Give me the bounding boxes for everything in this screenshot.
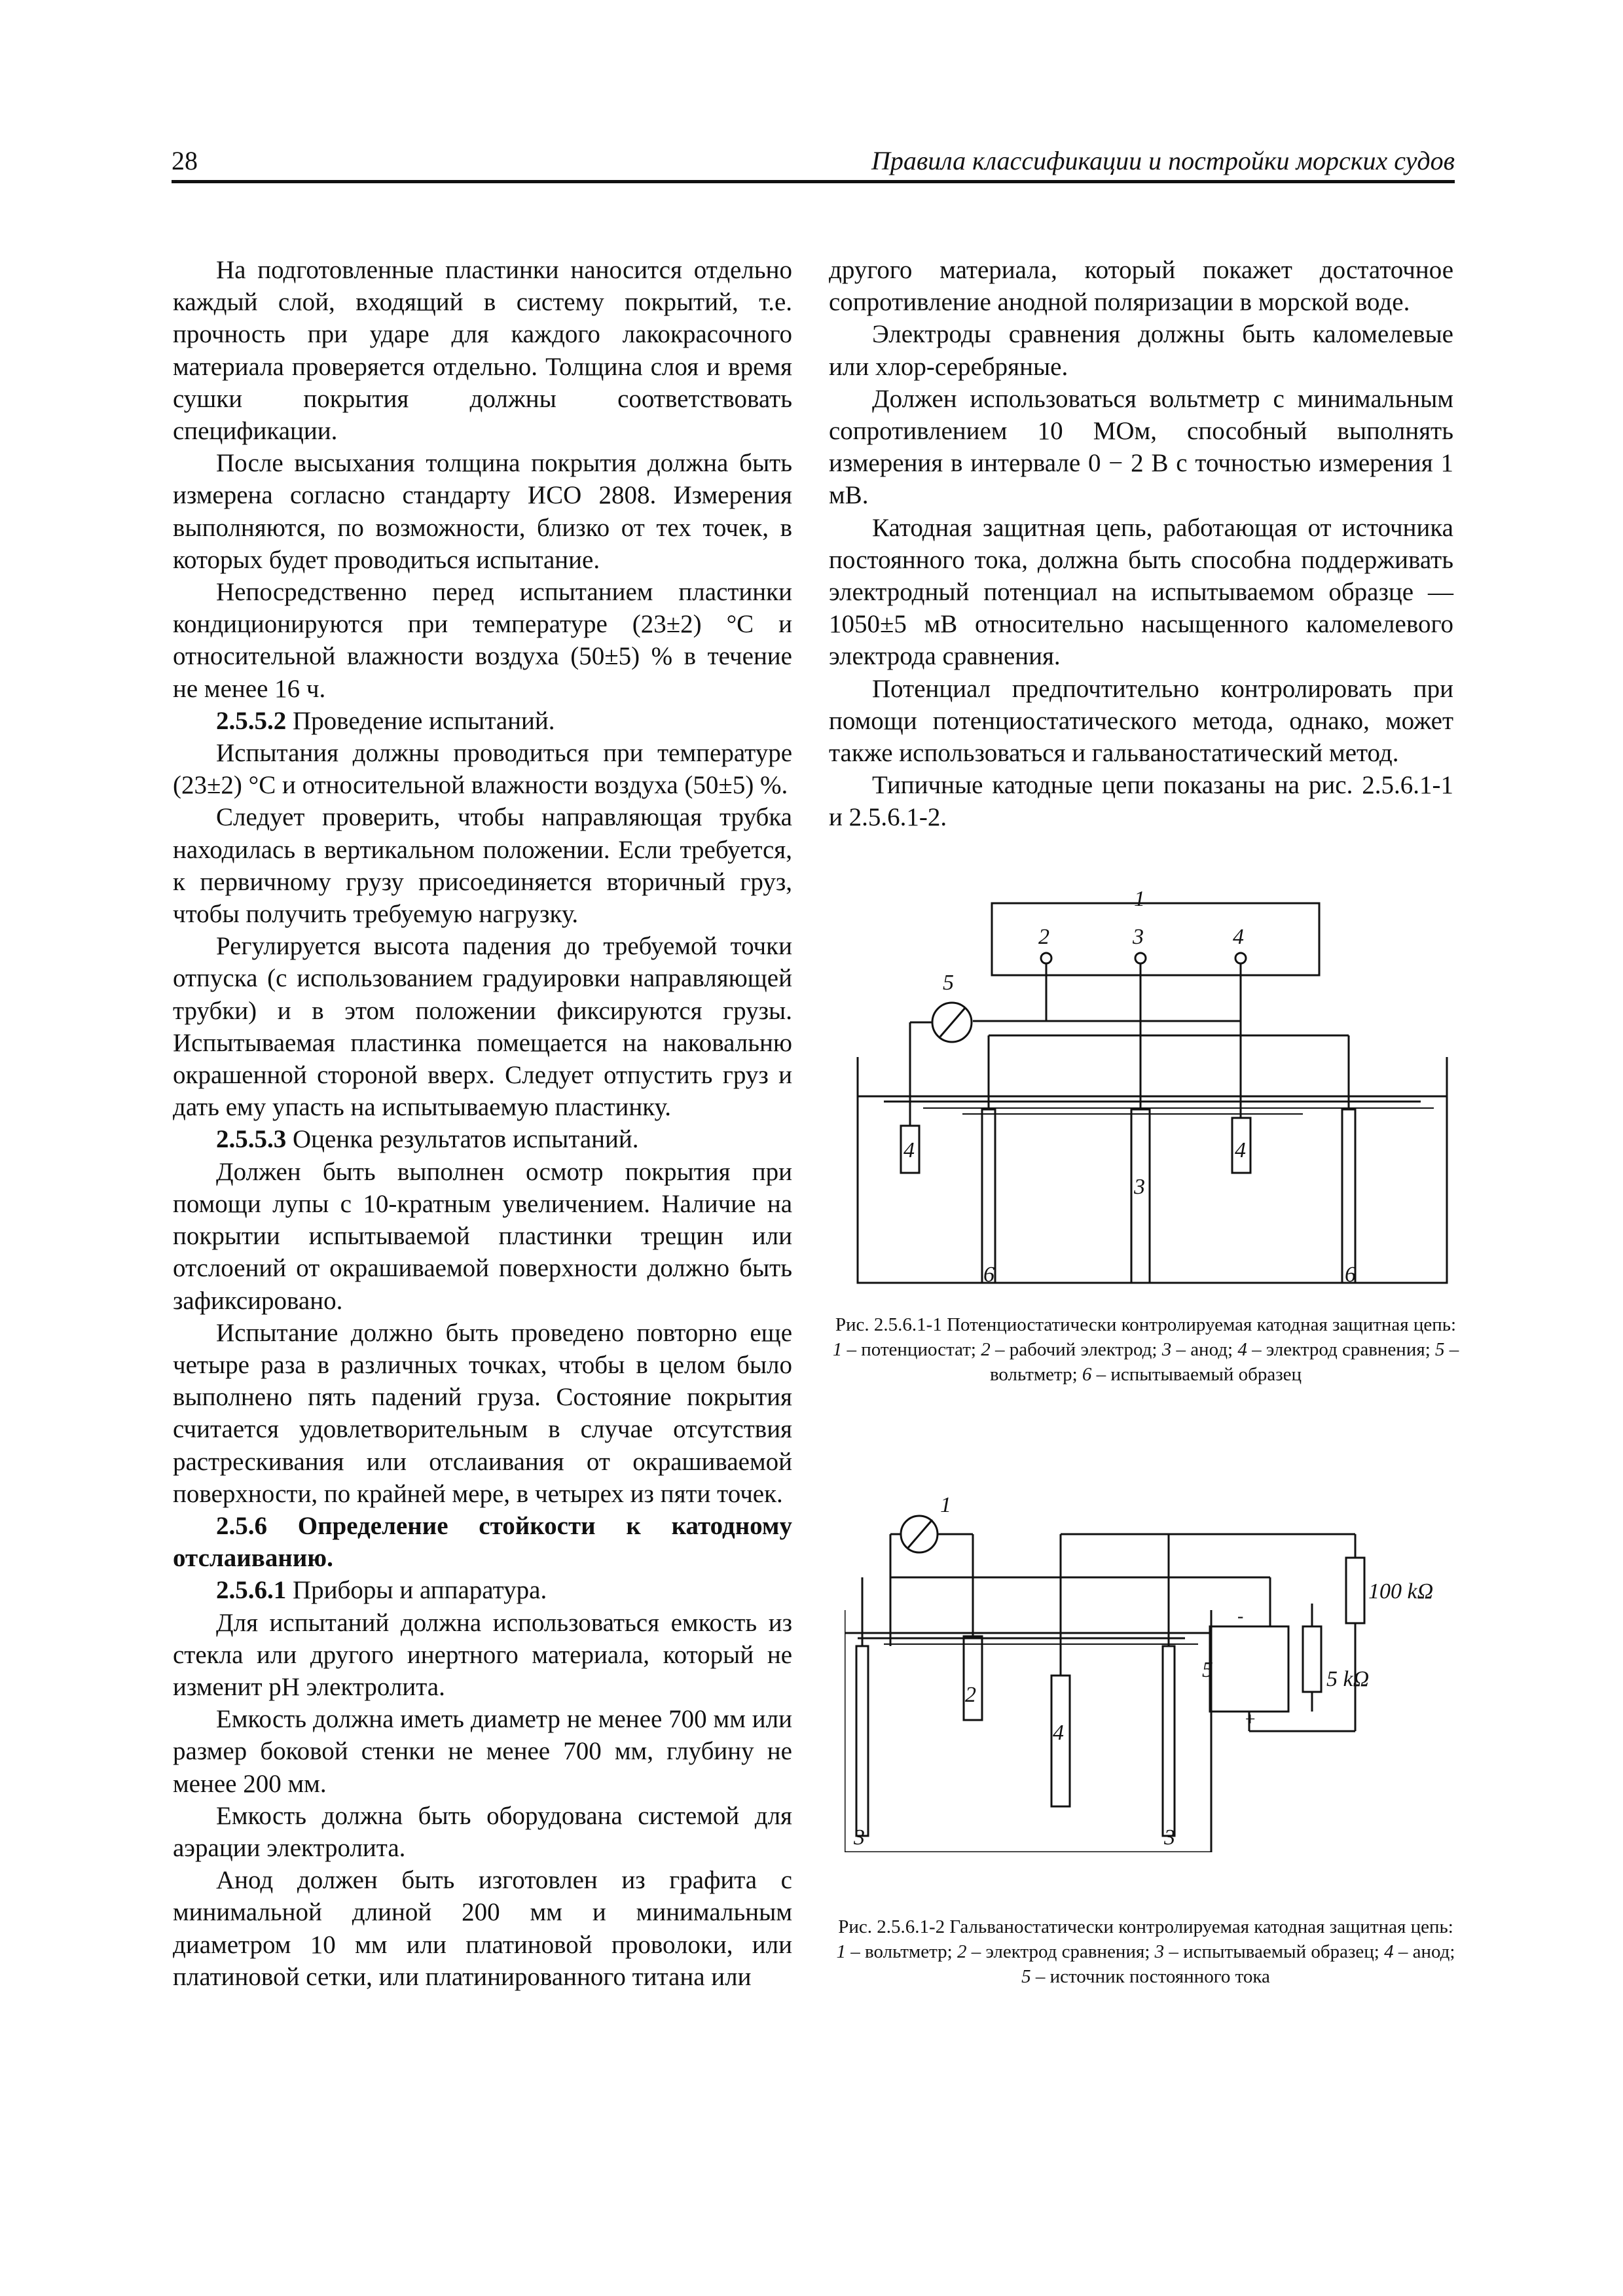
paragraph: Испытание должно быть проведено повторно еще четыре раза в различных точках, чтобы в целом было выполнено пять падений груза. Состояние покрытия считается удовлетворительным в случае отсутствия растрескивания или отслаивания от окрашиваемой поверхности, по крайней мере, в четырех из пяти точек.: [173, 1318, 792, 1508]
paragraph: Должен быть выполнен осмотр покрытия при помощи лупы с 10-кратным увеличением. Наличие на покрытии испытываемой пластинки трещин или отслоений от окрашиваемой поверхности должно быть зафиксировано.: [173, 1157, 792, 1315]
working-sample-right: [1342, 1109, 1355, 1283]
subsection-heading: [173, 1123, 792, 1155]
paragraph: После высыхания толщина покрытия должна быть измерена согласно стандарту ИСО 2808. Измерения выполняются, по возможности, близко от тех точек, в которых будет проводиться испытание.: [173, 449, 792, 574]
paragraph: Регулируется высота падения до требуемой точки отпуска (с использованием градуировки направляющей трубки) и в этом положении фиксируются грузы. Испытываемая пластинка помещается на наковальню окрашенной стороной вверх. Следует отпустить груз и дать ему упасть на испытываемую пластинку.: [173, 932, 792, 1122]
label-5k: 5 kΩ: [1326, 1667, 1370, 1691]
figure1-caption: [831, 1312, 1460, 1387]
section-number: 2.5.5.2: [216, 706, 287, 735]
dc-source-box: [1210, 1626, 1288, 1712]
subsection-heading: [173, 1574, 792, 1606]
header-rule: [172, 180, 1455, 183]
resistor-100k: [1346, 1558, 1364, 1623]
test-sample-left: [856, 1646, 868, 1836]
section-title: Оценка результатов испытаний.: [286, 1125, 639, 1154]
caption-legend: 1 – вольтметр; 2 – электрод сравнения; 3 – испытываемый образец; 4 – анод; 5 – источник постоянного тока: [836, 1941, 1455, 1987]
section-number: 2.5.5.3: [216, 1125, 287, 1154]
caption-title: Рис. 2.5.6.1-1 Потенциостатически контролируемая катодная защитная цепь:: [835, 1314, 1457, 1335]
label-5: 5: [1202, 1658, 1213, 1682]
running-title: Правила классификации и постройки морских судов: [871, 146, 1455, 175]
label-6-right: 6: [1345, 1263, 1356, 1287]
label-4-left: 4: [903, 1138, 915, 1162]
label-1: 1: [1134, 887, 1145, 911]
electrolyte-tank: [845, 1610, 1211, 1852]
section-heading: 2.5.6 Определение стойкости к катодному отслаиванию.: [173, 1511, 792, 1573]
label-1: 1: [940, 1493, 951, 1517]
terminal-4: [1235, 953, 1246, 963]
paragraph: Потенциал предпочтительно контролировать при помощи потенциостатического метода, однако, может также использоваться и гальваностатический метод.: [829, 674, 1453, 768]
figure-potentiostatic-circuit: [845, 884, 1473, 1296]
figure2-caption: [831, 1914, 1460, 1989]
paragraph: Непосредственно перед испытанием пластинки кондиционируются при температуре (23±2) °С и относительной влажности воздуха (50±5) % в течение не менее 16 ч.: [173, 578, 792, 703]
paragraph: Емкость должна быть оборудована системой для аэрации электролита.: [173, 1801, 792, 1862]
label-100k: 100 kΩ: [1368, 1579, 1434, 1604]
paragraph: Катодная защитная цепь, работающая от источника постоянного тока, должна быть способна поддерживать электродный потенциал на испытываемом образце — 1050±5 мВ относительно насыщенного каломелевого электрода сравнения.: [829, 513, 1453, 671]
paragraph: На подготовленные пластинки наносится отдельно каждый слой, входящий в систему покрытий, т.е. прочность при ударе для каждого лакокрасочного материала проверяется отдельно. Толщина слоя и время сушки покрытия должны соответствовать спецификации.: [173, 256, 792, 446]
paragraph: Испытания должны проводиться при температуре (23±2) °С и относительной влажности воздуха (50±5) %.: [173, 739, 792, 800]
label-4-right: 4: [1235, 1138, 1246, 1162]
resistor-5k: [1303, 1626, 1321, 1692]
label-3-right: 3: [1164, 1825, 1175, 1850]
label-5: 5: [943, 971, 954, 995]
page-number: 28: [172, 146, 198, 175]
test-sample-right: [1163, 1646, 1175, 1836]
paragraph: Должен использоваться вольтметр с минимальным сопротивлением 10 МОм, способный выполнять измерения в интервале 0 − 2 В с точностью измерения 1 мВ.: [829, 384, 1453, 510]
label-plus: +: [1244, 1710, 1256, 1730]
label-2: 2: [965, 1683, 976, 1707]
paragraph: Емкость должна иметь диаметр не менее 700 мм или размер боковой стенки не менее 700 мм, глубину не менее 200 мм.: [173, 1705, 792, 1798]
paragraph: Анод должен быть изготовлен из графита с минимальной длиной 200 мм и минимальным диаметром 10 мм или платиновой проволоки, или платиновой сетки, или платинированного титана или: [173, 1866, 792, 1991]
caption-title: Рис. 2.5.6.1-2 Гальваностатически контролируемая катодная защитная цепь:: [838, 1916, 1453, 1937]
figure-galvanostatic-circuit: [845, 1486, 1473, 1852]
working-sample-left: [982, 1109, 995, 1283]
reference-electrode: [964, 1636, 982, 1720]
section-number: 2.5.6.1: [216, 1576, 287, 1605]
section-title: Проведение испытаний.: [286, 706, 555, 735]
label-4: 4: [1053, 1721, 1064, 1745]
section-title: Приборы и аппаратура.: [286, 1576, 547, 1605]
paragraph: другого материала, который покажет достаточное сопротивление анодной поляризации в морской воде.: [829, 256, 1453, 317]
left-column: [173, 254, 792, 1993]
page-header: [172, 145, 1455, 182]
paragraph: Электроды сравнения должны быть каломелевые или хлор-серебряные.: [829, 320, 1453, 381]
terminal-3: [1135, 953, 1146, 963]
terminal-2: [1041, 953, 1051, 963]
label-3-anode: 3: [1134, 1175, 1145, 1199]
label-3-left: 3: [854, 1825, 865, 1850]
label-4: 4: [1233, 925, 1244, 949]
paragraph: Следует проверить, чтобы направляющая трубка находилась в вертикальном положении. Если требуется, к первичному грузу присоединяется вторичный груз, чтобы получить требуемую нагрузку.: [173, 803, 792, 929]
paragraph: Для испытаний должна использоваться емкость из стекла или другого инертного материала, который не изменит pH электролита.: [173, 1608, 792, 1701]
label-minus: -: [1237, 1606, 1244, 1626]
electrolyte-tank: [858, 1057, 1447, 1283]
caption-legend: 1 – потенциостат; 2 – рабочий электрод; 3 – анод; 4 – электрод сравнения; 5 – вольтметр; 6 – испытываемый образец: [832, 1339, 1459, 1385]
right-column: [829, 254, 1453, 834]
label-3: 3: [1133, 925, 1144, 949]
label-6-left: 6: [983, 1263, 994, 1287]
subsection-heading: [173, 705, 792, 737]
label-2: 2: [1038, 925, 1049, 949]
paragraph: Типичные катодные цепи показаны на рис. 2.5.6.1-1 и 2.5.6.1-2.: [829, 771, 1453, 832]
